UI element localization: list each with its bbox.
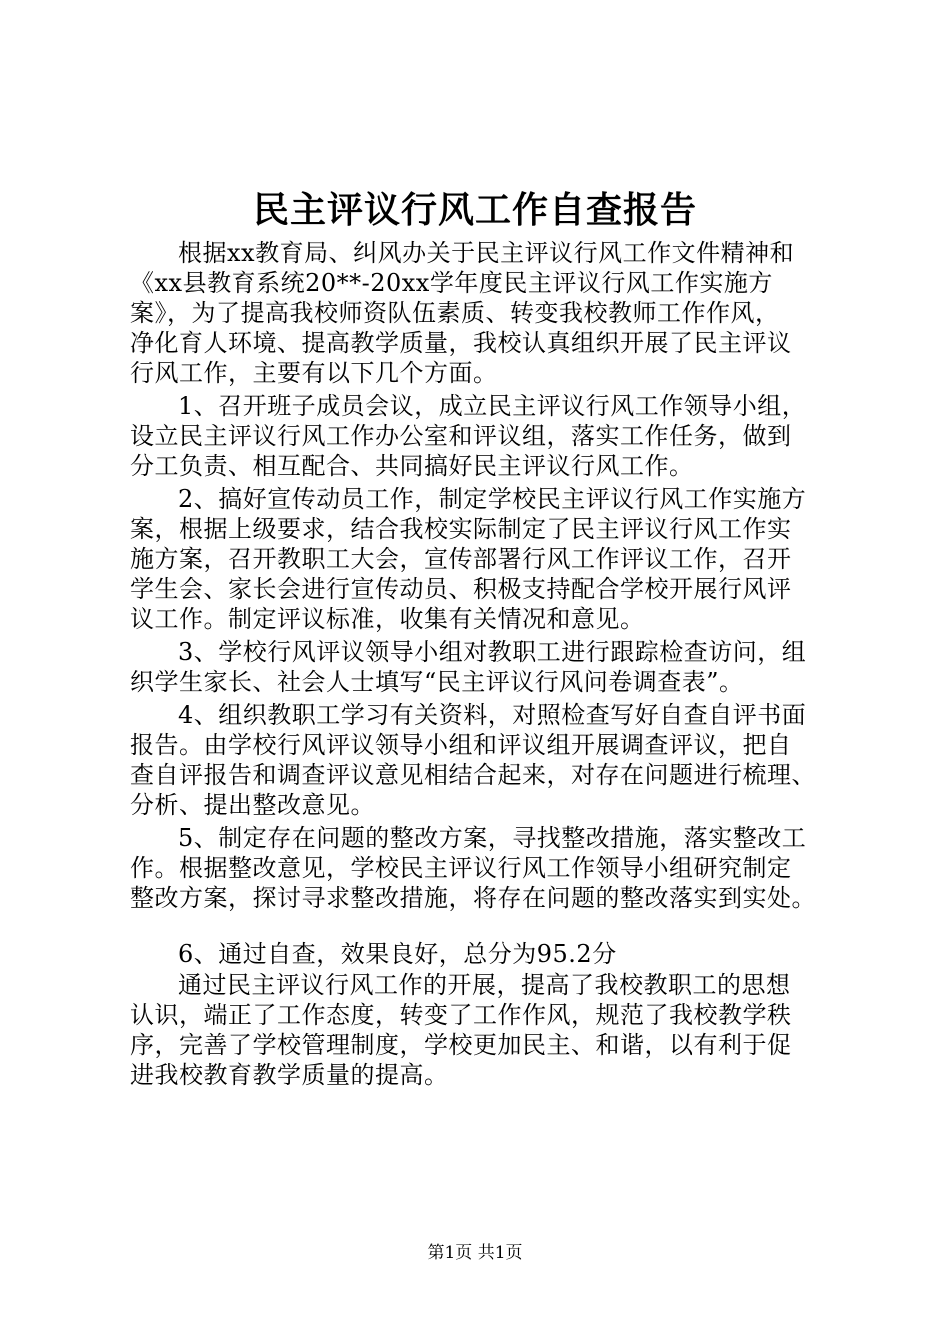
- body-line: 3、学校行风评议领导小组对教职工进行跟踪检查访问，组: [178, 638, 807, 666]
- page-number-footer: 第1页 共1页: [427, 1243, 523, 1263]
- body-line: 序，完善了学校管理制度，学校更加民主、和谐，以有利于促: [130, 1031, 792, 1059]
- body-line: 通过民主评议行风工作的开展，提高了我校教职工的思想: [178, 971, 791, 999]
- body-line: 查自评报告和调查评议意见相结合起来，对存在问题进行梳理、: [130, 761, 816, 789]
- body-line: 1、召开班子成员会议，成立民主评议行风工作领导小组，: [178, 392, 807, 420]
- body-line: 2、搞好宣传动员工作，制定学校民主评议行风工作实施方: [178, 485, 807, 513]
- body-line: 织学生家长、社会人士填写“民主评议行风问卷调查表”。: [130, 668, 744, 696]
- body-line: 报告。由学校行风评议领导小组和评议组开展调查评议，把自: [130, 731, 792, 759]
- body-line: 案，根据上级要求，结合我校实际制定了民主评议行风工作实: [130, 515, 792, 543]
- body-line: 施方案，召开教职工大会，宣传部署行风工作评议工作，召开: [130, 545, 792, 573]
- body-line: 议工作。制定评议标准，收集有关情况和意见。: [130, 605, 645, 633]
- body-line: 分析、提出整改意见。: [130, 791, 375, 819]
- body-line: 认识，端正了工作态度，转变了工作作风，规范了我校教学秩: [130, 1001, 792, 1029]
- body-line: 4、组织教职工学习有关资料，对照检查写好自查自评书面: [178, 701, 807, 729]
- body-line: 案》，为了提高我校师资队伍素质、转变我校教师工作作风，: [130, 299, 780, 327]
- body-line: 《xx县教育系统20**-20xx学年度民主评议行风工作实施方: [130, 269, 773, 297]
- body-line: 行风工作，主要有以下几个方面。: [130, 359, 498, 387]
- document-title: 民主评议行风工作自查报告: [252, 189, 697, 231]
- body-line: 5、制定存在问题的整改方案，寻找整改措施，落实整改工: [178, 824, 807, 852]
- body-line: 分工负责、相互配合、共同搞好民主评议行风工作。: [130, 452, 694, 480]
- body-line: 进我校教育教学质量的提高。: [130, 1061, 449, 1089]
- body-line: 作。根据整改意见，学校民主评议行风工作领导小组研究制定: [130, 854, 792, 882]
- body-line: 学生会、家长会进行宣传动员、积极支持配合学校开展行风评: [130, 575, 792, 603]
- body-line: 6、通过自查，效果良好，总分为95.2分: [178, 940, 617, 968]
- body-line: 设立民主评议行风工作办公室和评议组，落实工作任务，做到: [130, 422, 792, 450]
- body-line: 净化育人环境、提高教学质量，我校认真组织开展了民主评议: [130, 329, 792, 357]
- body-line: 整改方案，探讨寻求整改措施，将存在问题的整改落实到实处。: [130, 884, 816, 912]
- body-line: 根据xx教育局、纠风办关于民主评议行风工作文件精神和: [178, 239, 795, 267]
